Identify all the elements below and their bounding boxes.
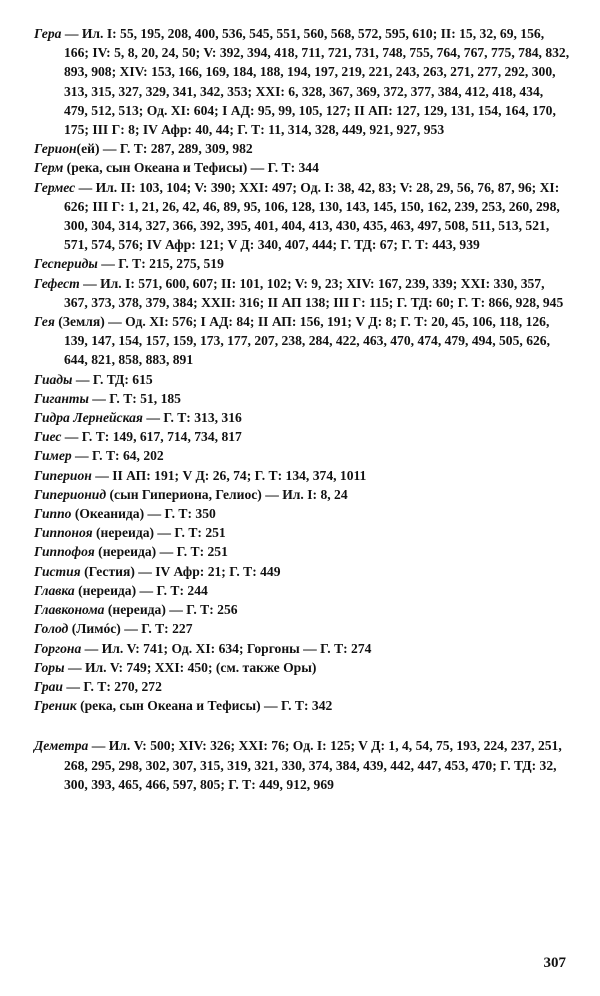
entry-heading: Гиппоноя [34, 525, 93, 541]
entry-heading: Гиперион [34, 467, 92, 483]
index-entry-giperion [34, 466, 570, 485]
entry-heading: Геспериды [34, 256, 98, 272]
index-entry-gippo [34, 504, 570, 523]
entry-references: (ей) — Г. Т: 287, 289, 309, 982 [76, 141, 253, 157]
entry-references: — Г. Т: 64, 202 [71, 448, 164, 464]
entry-heading: Главка [34, 582, 75, 598]
entry-heading: Гиады [34, 371, 73, 387]
index-entries [34, 24, 570, 794]
entry-heading: Гиппофоя [34, 544, 95, 560]
entry-references: — Ил. I: 571, 600, 607; II: 101, 102; V: 9, 23; XIV: 167, 239, 339; XXI: 330, 357, 367, 373, 378, 379, 384; XXII: 316; II АП 138; III Г: 115; Г. ТД: 60; Г. Т: 866, 928, 945 [64, 275, 564, 310]
entry-heading: Главконома [34, 602, 105, 618]
entry-heading: Гимер [34, 448, 72, 464]
entry-heading: Гея [34, 314, 55, 330]
entry-references: — Ил. V: 741; Од. XI: 634; Горгоны — Г. Т: 274 [81, 640, 372, 656]
entry-heading: Гермес [34, 179, 76, 195]
entry-references: (Лимóс) — Г. Т: 227 [68, 621, 193, 637]
entry-references: (Океанида) — Г. Т: 350 [71, 506, 216, 522]
index-entry-gorgona [34, 639, 570, 658]
entry-heading: Голод [34, 621, 69, 637]
index-entry-gimer [34, 446, 570, 465]
entry-references: (нереида) — Г. Т: 244 [74, 582, 208, 598]
index-entry-germ [34, 158, 570, 177]
entry-heading: Герм [34, 160, 64, 176]
entry-references: — II АП: 191; V Д: 26, 74; Г. Т: 134, 374, 1011 [91, 467, 367, 483]
entry-heading: Гера [34, 26, 62, 41]
index-entry-gippofoya [34, 542, 570, 561]
index-entry-giperionid [34, 485, 570, 504]
index-entry-gera [34, 24, 570, 139]
index-entry-demetra [34, 736, 570, 794]
index-entry-grai [34, 677, 570, 696]
entry-heading: Горгона [34, 640, 82, 656]
entry-references: (Гестия) — IV Афр: 21; Г. Т: 449 [80, 563, 281, 579]
index-entry-germes [34, 178, 570, 255]
index-entry-golod [34, 619, 570, 638]
index-entry-glavkonoma [34, 600, 570, 619]
entry-heading: Гидра Лернейская [34, 410, 143, 426]
index-entry-gefest [34, 274, 570, 312]
index-entry-gory [34, 658, 570, 677]
entry-references: — Г. Т: 149, 617, 714, 734, 817 [61, 429, 242, 445]
entry-references: — Ил. V: 749; XXI: 450; (см. также Оры) [64, 659, 317, 675]
entry-references: — Г. ТД: 615 [72, 371, 153, 387]
entry-heading: Гиес [34, 429, 62, 445]
index-entry-giganty [34, 389, 570, 408]
index-entry-giady [34, 370, 570, 389]
entry-heading: Деметра [34, 738, 89, 754]
index-entry-grenik [34, 696, 570, 715]
index-entry-gistiya [34, 562, 570, 581]
entry-references: — Г. Т: 51, 185 [88, 390, 181, 406]
entry-references: (нереида) — Г. Т: 256 [104, 602, 238, 618]
entry-references: — Г. Т: 313, 316 [142, 410, 242, 426]
entry-references: (сын Гипериона, Гелиос) — Ил. I: 8, 24 [106, 486, 348, 502]
entry-references: (река, сын Океана и Тефисы) — Г. Т: 344 [63, 160, 319, 176]
entry-references: — Ил. I: 55, 195, 208, 400, 536, 545, 551, 560, 568, 572, 595, 610; II: 15, 32, 69, 156, 166; IV: 5, 8, 20, 24, 50; V: 392, 394, 418, 711, 721, 731, 748, 755, 764, 767, 775, 784, 832, 893, 908; XIV: 153, 166, 169, 184, 188, 194, 197, 219, 221, 243, 263, 271, 277, 292, 300, 313, 315, 327, 329, 341, 342, 353; XXI: 6, 328, 367, 369, 372, 377, 384, 412, 418, 434, 479, 512, 513; Од. XI: 604; I АД: 95, 99, 105, 127; II АП: 127, 129, 131, 154, 164, 170, 175; III Г: 8; IV Афр: 40, 44; Г. Т: 11, 314, 328, 449, 921, 927, 953 [61, 26, 570, 138]
index-entry-gipponoya [34, 523, 570, 542]
entry-references: (нереида) — Г. Т: 251 [92, 525, 226, 541]
entry-references: — Г. Т: 215, 275, 519 [97, 256, 224, 272]
entry-heading: Гиппо [34, 506, 72, 522]
entry-references: — Г. Т: 270, 272 [63, 678, 162, 694]
entry-heading: Герион [34, 141, 77, 157]
index-entry-glavka [34, 581, 570, 600]
entry-references: (река, сын Океана и Тефисы) — Г. Т: 342 [76, 698, 333, 714]
entry-heading: Горы [34, 659, 65, 675]
index-entry-geya [34, 312, 570, 370]
entry-heading: Гиперионид [34, 486, 107, 502]
entry-heading: Граи [34, 678, 63, 694]
entry-heading: Гиганты [34, 390, 89, 406]
entry-references: — Ил. V: 500; XIV: 326; XXI: 76; Од. I: 125; V Д: 1, 4, 54, 75, 193, 224, 237, 251, 268, 295, 298, 302, 307, 315, 319, 321, 330, 374, 384, 439, 442, 447, 453, 470; Г. ТД: 32, 300, 393, 465, 466, 597, 805; Г. Т: 449, 912, 969 [64, 738, 562, 792]
entry-references: (Земля) — Од. XI: 576; I АД: 84; II АП: 156, 191; V Д: 8; Г. Т: 20, 45, 106, 118, 126, 139, 147, 154, 157, 159, 173, 177, 207, 238, 284, 422, 463, 470, 474, 479, 494, 505, 626, 644, 821, 858, 883, 891 [54, 314, 550, 368]
entry-heading: Греник [34, 698, 77, 714]
page-number: 307 [543, 955, 566, 971]
index-entry-gerion [34, 139, 570, 158]
index-entry-gies [34, 427, 570, 446]
entry-references: (нереида) — Г. Т: 251 [94, 544, 228, 560]
entry-references: — Ил. II: 103, 104; V: 390; XXI: 497; Од. I: 38, 42, 83; V: 28, 29, 56, 76, 87, 96; XI: 626; III Г: 1, 21, 26, 42, 46, 89, 95, 106, 128, 130, 143, 145, 150, 162, 239, 253, 260, 298, 300, 304, 314, 327, 366, 392, 395, 401, 404, 413, 430, 435, 463, 497, 508, 511, 513, 521, 571, 574, 576; IV Афр: 121; V Д: 340, 407, 444; Г. ТД: 67; Г. Т: 443, 939 [64, 179, 560, 253]
entry-heading: Гефест [34, 275, 80, 291]
entry-heading: Гистия [34, 563, 81, 579]
index-entry-gesperidy [34, 254, 570, 273]
index-entry-gidra [34, 408, 570, 427]
